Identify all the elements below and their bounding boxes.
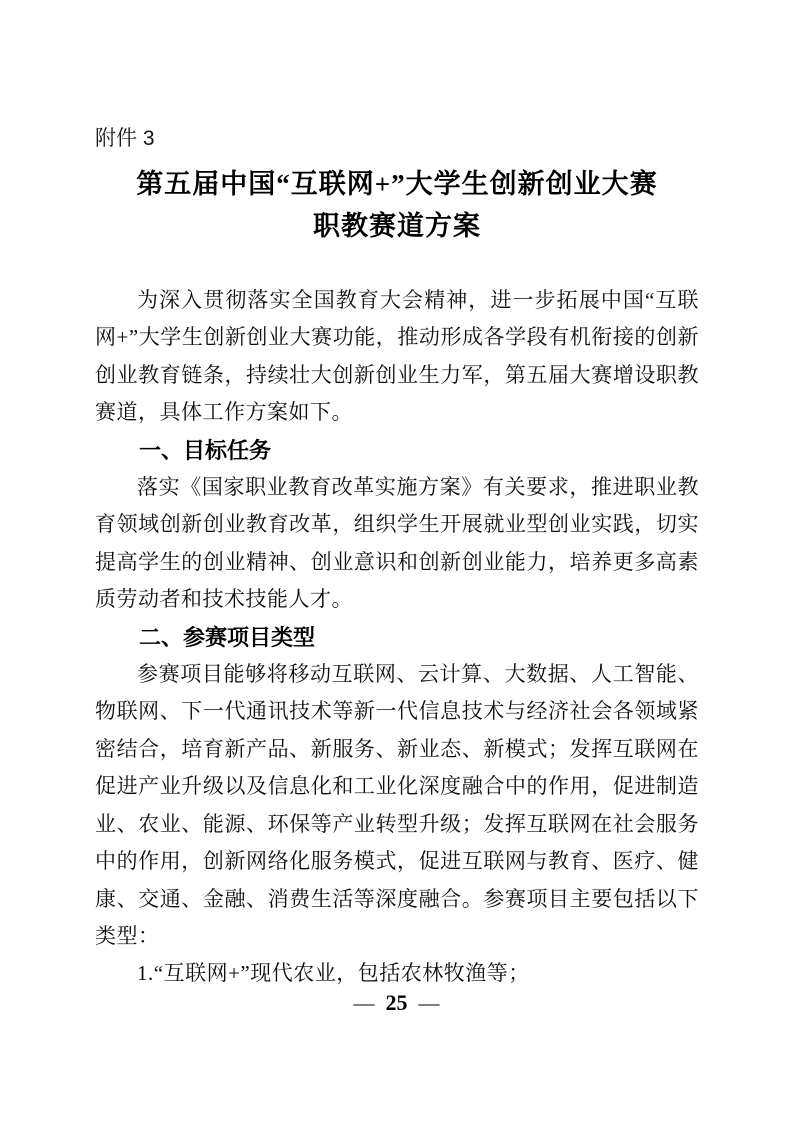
document-body: [95, 282, 699, 993]
section1-heading: 一、目标任务: [139, 437, 272, 463]
section1-paragraph: 落实《国家职业教育改革实施方案》有关要求，推进职业教育领域创新创业教育改革，组织学生开展就业型创业实践，切实提高学生的创业精神、创业意识和创新创业能力，培养更多高素质劳动者和技术技能人才。: [95, 475, 699, 612]
section2-heading: 二、参赛项目类型: [139, 624, 316, 650]
attachment-label: 附件 3: [95, 127, 155, 150]
footer-dash-right: —: [418, 991, 440, 1015]
project-type-item-1: 1.“互联网+”现代农业，包括农林牧渔等；: [137, 961, 530, 986]
intro-paragraph: 为深入贯彻落实全国教育大会精神，进一步拓展中国“互联网+”大学生创新创业大赛功能，推动形成各学段有机衔接的创新创业教育链条，持续壮大创新创业生力军，第五届大赛增设职教赛道，具体工作方案如下。: [95, 288, 699, 425]
document-title-line1: 第五届中国“互联网+”大学生创新创业大赛: [136, 169, 658, 199]
footer-dash-left: —: [353, 991, 375, 1015]
document-title-line2: 职教赛道方案: [313, 211, 481, 241]
document-title: [95, 163, 699, 247]
section2-paragraph: 参赛项目能够将移动互联网、云计算、大数据、人工智能、物联网、下一代通讯技术等新一代信息技术与经济社会各领域紧密结合，培育新产品、新服务、新业态、新模式；发挥互联网在促进产业升级以及信息化和工业化深度融合中的作用，促进制造业、农业、能源、环保等产业转型升级；发挥互联网在社会服务中的作用，创新网络化服务模式，促进互联网与教育、医疗、健康、交通、金融、消费生活等深度融合。参赛项目主要包括以下类型：: [95, 662, 699, 948]
page-number: 25: [385, 990, 408, 1015]
document-content: [95, 127, 699, 993]
page-footer: [0, 990, 793, 1016]
